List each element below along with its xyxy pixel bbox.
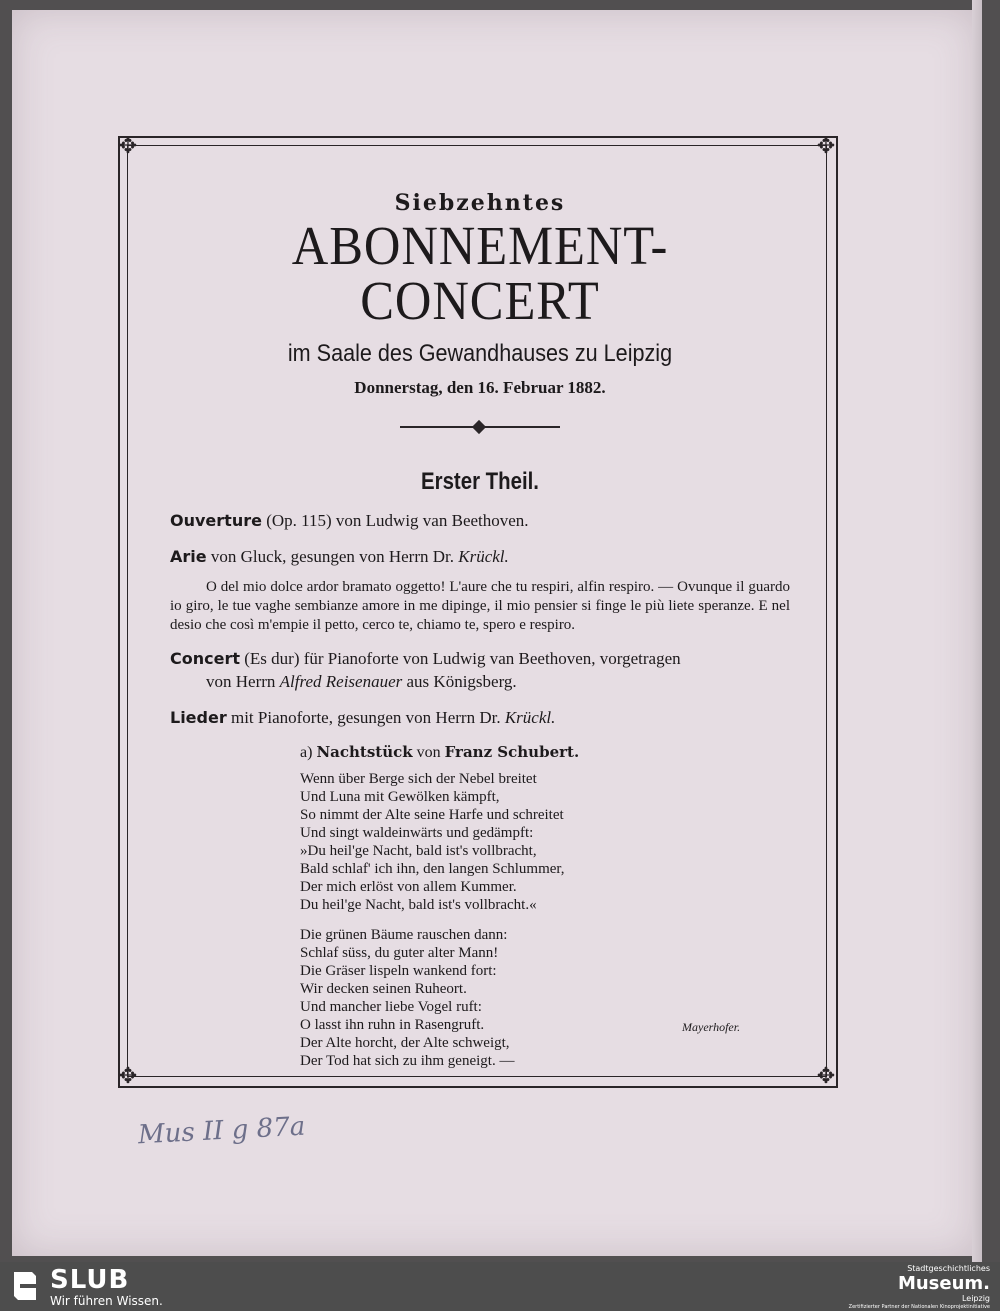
lyric-line: Die grünen Bäume rauschen dann: (300, 926, 508, 943)
stanza-1 (300, 770, 790, 914)
lyric-line: »Du heil'ge Nacht, bald ist's vollbracht, (300, 842, 537, 859)
lyric-line: Du heil'ge Nacht, bald ist's vollbracht.« (300, 896, 537, 913)
lyric-line: Die Gräser lispeln wankend fort: (300, 962, 497, 979)
museum-city: Leipzig (961, 1294, 990, 1303)
song-heading (300, 743, 790, 762)
concert-date: Donnerstag, den 16. Februar 1882. (354, 378, 606, 397)
song-prefix: a) (300, 743, 317, 761)
slub-logo-icon[interactable] (10, 1268, 40, 1304)
song-by: von (412, 743, 445, 761)
handwritten-shelfmark: Mus II g 87a (137, 1111, 306, 1151)
museum-logo[interactable] (849, 1264, 990, 1311)
corner-ornament-bottom-right-icon: ✥ (816, 1063, 836, 1088)
corner-ornament-top-left-icon: ✥ (118, 133, 138, 158)
item-text: von Gluck, gesungen von Herrn Dr. (206, 547, 459, 567)
item-heading: Concert (170, 649, 240, 669)
museum-note: Zertifizierter Partner der Nationalen Kinoprojektinitiative (848, 1304, 990, 1310)
corner-ornament-bottom-left-icon: ✥ (118, 1063, 138, 1088)
venue: im Saale des Gewandhauses zu Leipzig (287, 340, 673, 367)
paper-edge (972, 0, 982, 1262)
program-item-songs (170, 707, 790, 729)
program-content (170, 190, 790, 1082)
performer-name: Alfred Reisenauer (279, 671, 403, 691)
program-item-overture (170, 510, 790, 532)
item-text: (Op. 115) von Ludwig van Beethoven. (261, 511, 529, 530)
item-text: (Es dur) für Pianoforte von Ludwig van Beethoven, vorgetragen (240, 649, 681, 669)
performer-name: Krückl. (458, 547, 509, 567)
museum-small-label: Stadtgeschichtliches (907, 1264, 990, 1273)
slub-tagline: Wir führen Wissen. (50, 1294, 163, 1308)
ornamental-divider (400, 426, 560, 428)
pre-title: Siebzehntes (394, 190, 566, 216)
item-text-line2-end: aus Königsberg. (402, 671, 517, 691)
song-title: Nachtstück (316, 742, 413, 761)
lyric-line: Und Luna mit Gewölken kämpft, (300, 788, 500, 805)
item-heading: Ouverture (170, 511, 262, 530)
lyric-line: Und singt waldeinwärts und gedämpft: (300, 824, 534, 841)
poet-credit: Mayerhofer. (682, 1020, 741, 1034)
slub-name[interactable]: SLUB (50, 1265, 130, 1295)
lyric-line: Und mancher liebe Vogel ruft: (300, 998, 482, 1015)
concert-title: ABONNEMENT-CONCERT (291, 215, 669, 331)
museum-name: Museum. (897, 1273, 990, 1294)
lyric-line: Wir decken seinen Ruheort. (300, 980, 467, 997)
program-item-aria (170, 546, 790, 568)
lyric-line: So nimmt der Alte seine Harfe und schreitet (300, 806, 564, 823)
stanza-2 (300, 926, 790, 1070)
lyric-line: Der Alte horcht, der Alte schweigt, (300, 1034, 510, 1051)
item-text-line2: von Herrn (206, 671, 280, 691)
item-heading: Lieder (170, 707, 227, 727)
aria-text: O del mio dolce ardor bramato oggetto! L'aure che tu respiri, alfin respiro. — Ovunque il guardo io giro, le tue vaghe sembianze amore in me dipinge, il mio pensier si finge le più liete speranze. E nel desio che così m'empie il petto, cerco te, chiamo te, spero e respiro. (170, 579, 790, 633)
viewer-footer (0, 1262, 1000, 1311)
section-title: Erster Theil. (421, 468, 539, 495)
corner-ornament-top-right-icon: ✥ (816, 133, 836, 158)
lyric-line: Bald schlaf' ich ihn, den langen Schlummer, (300, 860, 565, 877)
item-text: mit Pianoforte, gesungen von Herrn Dr. (226, 707, 505, 727)
lyric-line: Schlaf süss, du guter alter Mann! (300, 944, 499, 961)
lyric-line: Der Tod hat sich zu ihm geneigt. — (300, 1052, 515, 1069)
song-composer: Franz Schubert. (444, 742, 580, 761)
program-item-concerto (170, 648, 790, 692)
performer-name: Krückl. (504, 707, 556, 727)
lyric-line: O lasst ihn ruhn in Rasengruft. (300, 1016, 485, 1033)
lyric-line: Wenn über Berge sich der Nebel breitet (300, 770, 537, 787)
lyric-line: Der mich erlöst von allem Kummer. (300, 878, 517, 895)
item-heading: Arie (170, 547, 207, 567)
